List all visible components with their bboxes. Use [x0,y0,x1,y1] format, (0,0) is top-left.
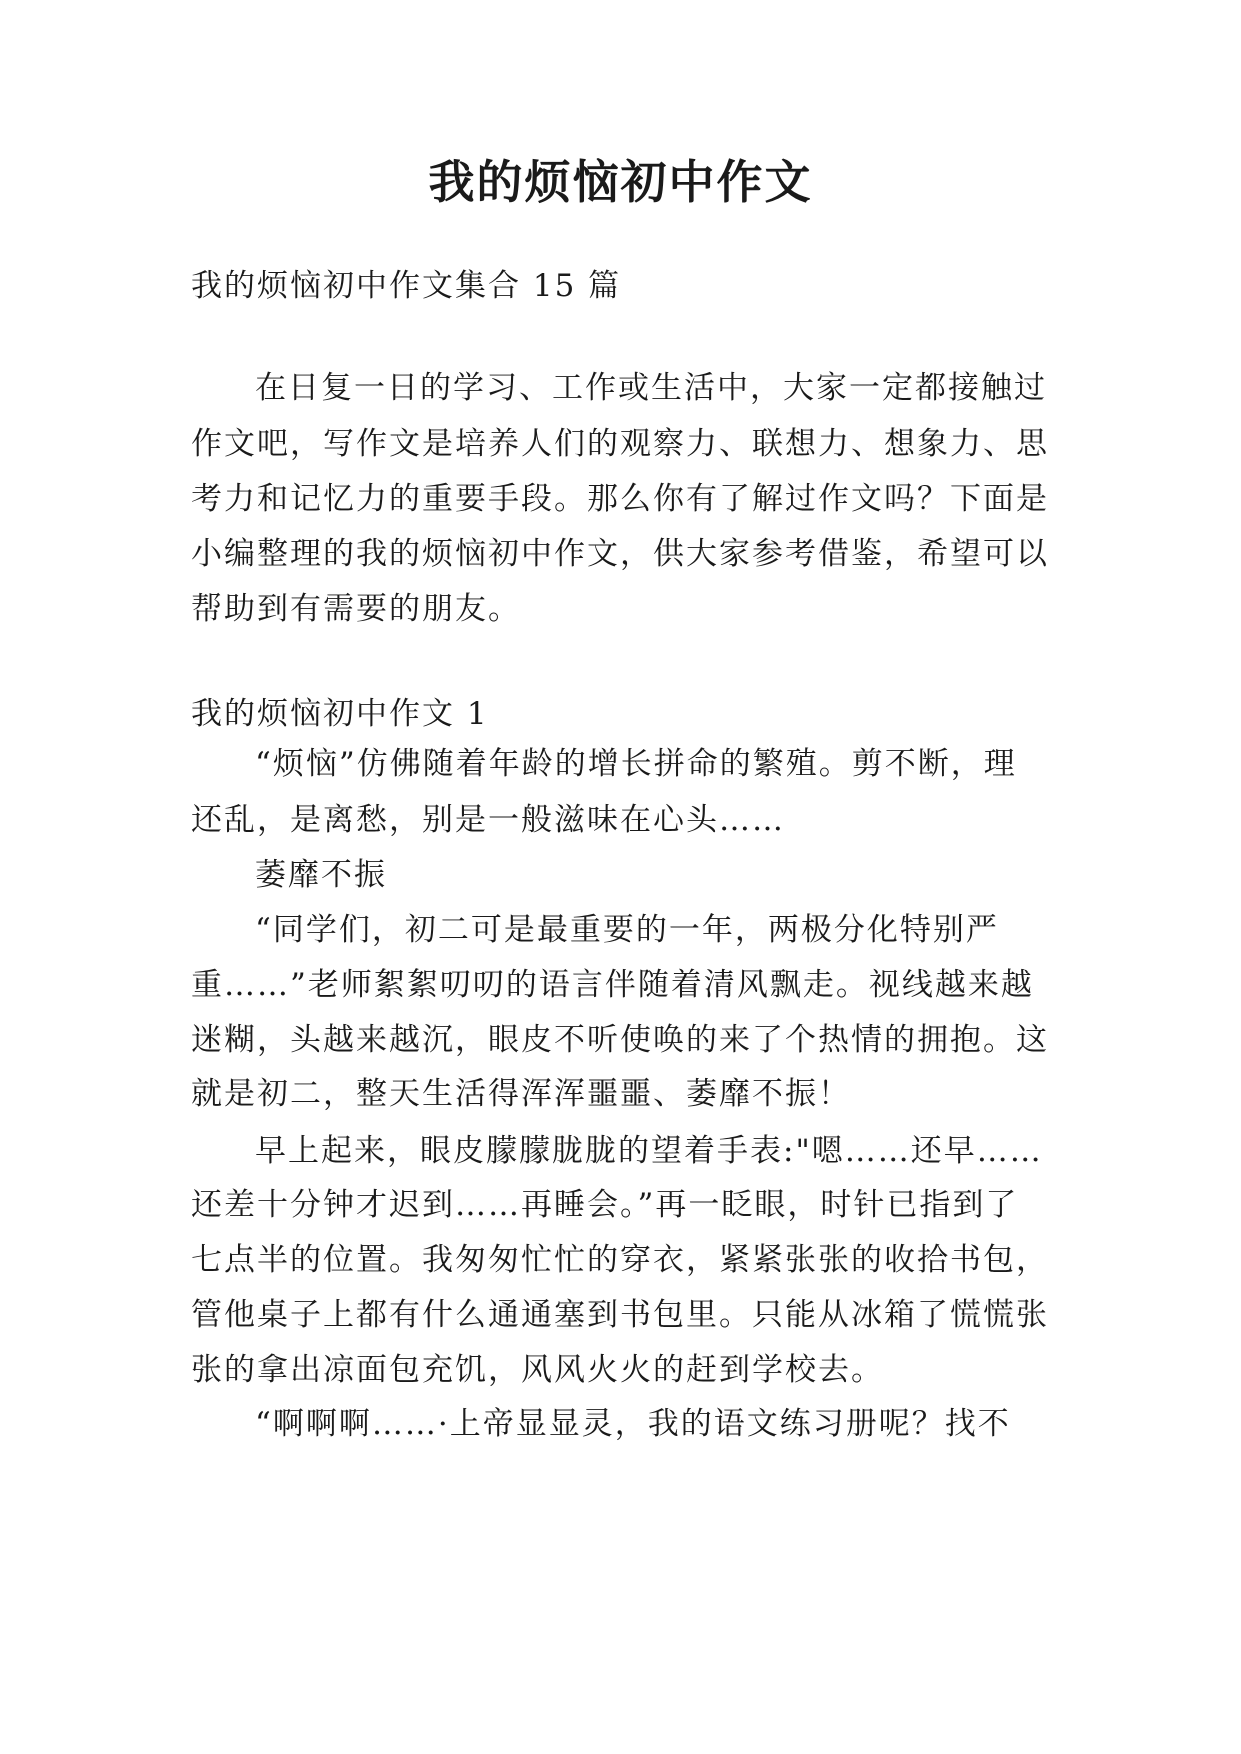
essay-heading: 我的烦恼初中作文 1 [191,696,489,732]
essay-line: 还乱，是离愁，别是一般滋味在心头…… [191,802,785,838]
intro-line: 小编整理的我的烦恼初中作文，供大家参考借鉴，希望可以 [191,536,1049,572]
document-title: 我的烦恼初中作文 [428,155,813,209]
essay-line: 早上起来，眼皮朦朦胧胧的望着手表:"嗯……还早…… [255,1133,1043,1169]
essay-line: 迷糊，头越来越沉，眼皮不听使唤的来了个热情的拥抱。这 [191,1022,1049,1058]
essay-line: 七点半的位置。我匆匆忙忙的穿衣，紧紧张张的收拾书包， [191,1242,1049,1278]
essay-line: “啊啊啊……·上帝显显灵，我的语文练习册呢？找不 [255,1406,1011,1442]
essay-line: 还差十分钟才迟到……再睡会。”再一眨眼，时针已指到了 [191,1187,1019,1223]
intro-line: 帮助到有需要的朋友。 [191,591,521,627]
intro-line: 考力和记忆力的重要手段。那么你有了解过作文吗？下面是 [191,481,1049,517]
intro-line: 在日复一日的学习、工作或生活中，大家一定都接触过 [255,370,1047,406]
essay-line: 管他桌子上都有什么通通塞到书包里。只能从冰箱了慌慌张 [191,1297,1049,1333]
essay-line: 重……”老师絮絮叨叨的语言伴随着清风飘走。视线越来越 [191,967,1034,1003]
essay-line: “同学们，初二可是最重要的一年，两极分化特别严 [255,912,999,948]
collection-subtitle: 我的烦恼初中作文集合 15 篇 [191,268,622,304]
essay-line: 就是初二，整天生活得浑浑噩噩、萎靡不振！ [191,1076,851,1112]
intro-line: 作文吧，写作文是培养人们的观察力、联想力、想象力、思 [191,426,1049,462]
essay-line: 张的拿出凉面包充饥，风风火火的赶到学校去。 [191,1352,884,1388]
essay-section-heading: 萎靡不振 [255,857,387,893]
essay-line: “烦恼”仿佛随着年龄的增长拼命的繁殖。剪不断，理 [255,746,1017,782]
